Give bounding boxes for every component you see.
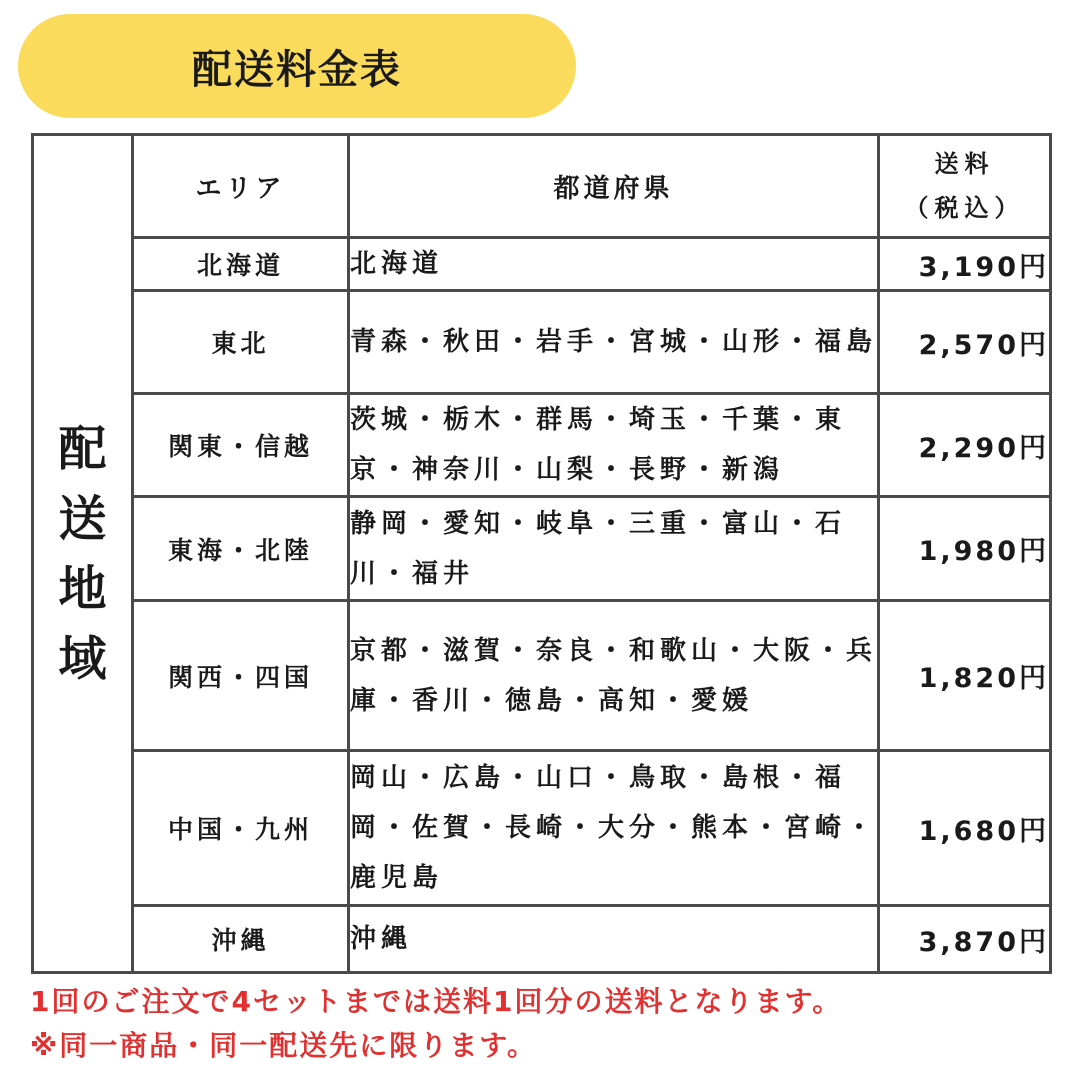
shipping-rate-table xyxy=(31,133,1052,974)
area-column-header: エリア xyxy=(133,135,349,238)
table-row xyxy=(33,238,1051,291)
area-cell: 関東・信越 xyxy=(133,394,349,497)
fee-cell: 1,820円 xyxy=(879,601,1051,751)
prefectures-cell: 沖縄 xyxy=(349,906,879,973)
prefectures-cell: 静岡・愛知・岐阜・三重・富山・石川・福井 xyxy=(349,497,879,601)
fee-cell: 1,980円 xyxy=(879,497,1051,601)
table-row xyxy=(33,497,1051,601)
fee-header-line2: （税込） xyxy=(904,194,1025,222)
prefectures-cell: 岡山・広島・山口・鳥取・島根・福岡・佐賀・長崎・大分・熊本・宮崎・鹿児島 xyxy=(349,751,879,906)
fee-cell: 1,680円 xyxy=(879,751,1051,906)
delivery-region-side-cell xyxy=(33,135,133,973)
prefectures-column-header: 都道府県 xyxy=(349,135,879,238)
delivery-region-label: 配送地域 xyxy=(58,420,107,687)
table-row xyxy=(33,291,1051,394)
table-row xyxy=(33,394,1051,497)
prefectures-cell: 京都・滋賀・奈良・和歌山・大阪・兵庫・香川・徳島・高知・愛媛 xyxy=(349,601,879,751)
shipping-note-line2: ※同一商品・同一配送先に限ります。 xyxy=(30,1029,537,1062)
table-row xyxy=(33,906,1051,973)
area-cell: 中国・九州 xyxy=(133,751,349,906)
table-header-row xyxy=(33,135,1051,238)
shipping-notes xyxy=(30,980,1060,1068)
area-cell: 東海・北陸 xyxy=(133,497,349,601)
fee-cell: 3,190円 xyxy=(879,238,1051,291)
page-title: 配送料金表 xyxy=(192,46,402,93)
shipping-note-line1: 1回のご注文で4セットまでは送料1回分の送料となります。 xyxy=(30,985,843,1018)
area-cell: 沖縄 xyxy=(133,906,349,973)
fee-cell: 3,870円 xyxy=(879,906,1051,973)
table-row xyxy=(33,601,1051,751)
prefectures-cell: 茨城・栃木・群馬・埼玉・千葉・東京・神奈川・山梨・長野・新潟 xyxy=(349,394,879,497)
prefectures-cell: 青森・秋田・岩手・宮城・山形・福島 xyxy=(349,291,879,394)
fee-column-header xyxy=(879,135,1051,238)
area-cell: 東北 xyxy=(133,291,349,394)
fee-header-line1: 送料 xyxy=(934,150,995,178)
title-banner xyxy=(18,14,576,118)
fee-cell: 2,290円 xyxy=(879,394,1051,497)
area-cell: 関西・四国 xyxy=(133,601,349,751)
table-row xyxy=(33,751,1051,906)
prefectures-cell: 北海道 xyxy=(349,238,879,291)
fee-cell: 2,570円 xyxy=(879,291,1051,394)
area-cell: 北海道 xyxy=(133,238,349,291)
